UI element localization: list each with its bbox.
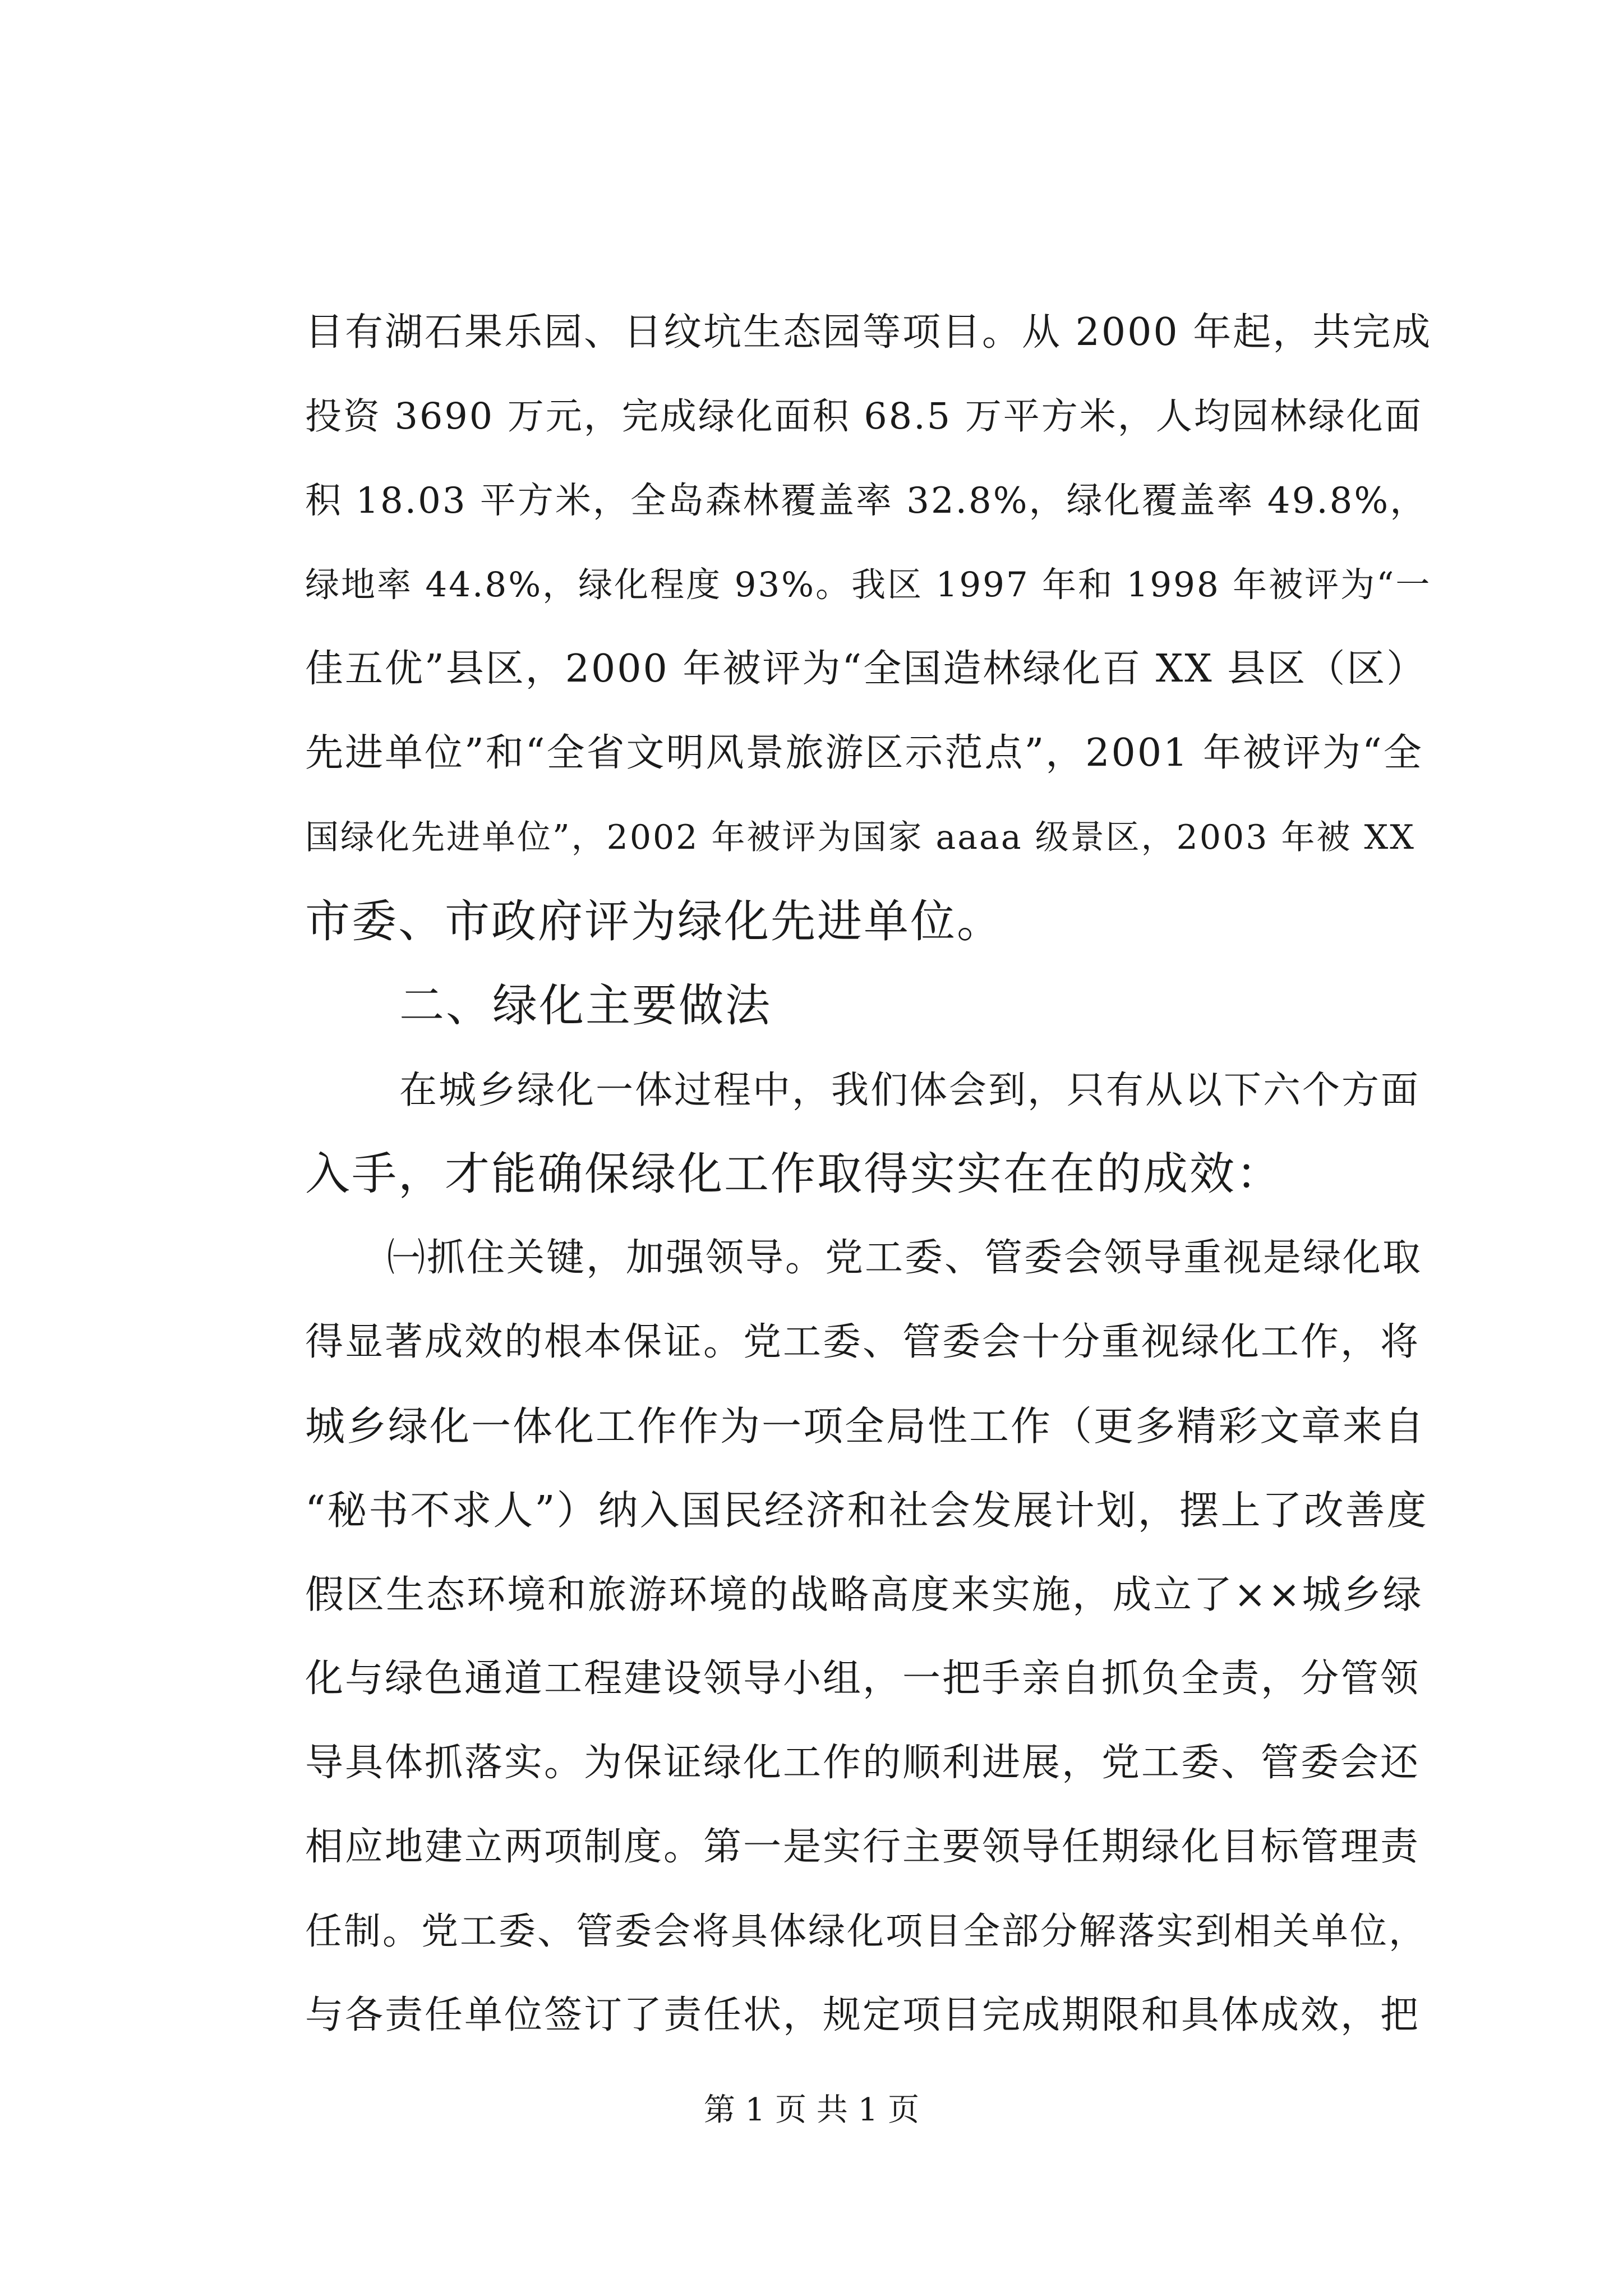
text-line-7: 国绿化先进单位”，2002 年被评为国家 aaaa 级景区，2003 年被 XX xyxy=(305,818,1415,857)
page-footer: 第 1 页 共 1 页 xyxy=(703,2092,920,2128)
text-line-8: 市委、市政府评为绿化先进单位。 xyxy=(305,895,1003,947)
text-line-13: 得显著成效的根本保证。党工委、管委会十分重视绿化工作，将 xyxy=(305,1320,1421,1364)
text-line-21: 与各责任单位签订了责任状，规定项目完成期限和具体成效，把 xyxy=(305,1993,1421,2037)
text-line-14: 城乡绿化一体化工作作为一项全局性工作（更多精彩文章来自 xyxy=(305,1403,1426,1450)
section-heading: 二、绿化主要做法 xyxy=(399,979,772,1032)
text-line-15: “秘书不求人”）纳入国民经济和社会发展计划，摆上了改善度 xyxy=(305,1487,1428,1534)
text-line-5: 佳五优”县区，2000 年被评为“全国造林绿化百 XX 县区（区） xyxy=(305,647,1427,691)
text-line-18: 导具体抓落实。为保证绿化工作的顺利进展，党工委、管委会还 xyxy=(305,1741,1421,1785)
text-line-17: 化与绿色通道工程建设领导小组，一把手亲自抓负全责，分管领 xyxy=(305,1657,1421,1701)
text-line-6: 先进单位”和“全省文明风景旅游区示范点”，2001 年被评为“全 xyxy=(305,731,1423,775)
text-line-10: 在城乡绿化一体过程中，我们体会到，只有从以下六个方面 xyxy=(399,1068,1420,1112)
text-line-12: ㈠抓住关键，加强领导。党工委、管委会领导重视是绿化取 xyxy=(387,1236,1423,1280)
text-line-19: 相应地建立两项制度。第一是实行主要领导任期绿化目标管理责 xyxy=(305,1825,1421,1869)
text-line-11: 入手，才能确保绿化工作取得实实在在的成效： xyxy=(305,1148,1283,1200)
text-line-16: 假区生态环境和旅游环境的战略高度来实施，成立了××城乡绿 xyxy=(305,1572,1423,1617)
text-line-1: 目有湖石果乐园、日纹坑生态园等项目。从 2000 年起，共完成 xyxy=(305,310,1432,355)
text-line-20: 任制。党工委、管委会将具体绿化项目全部分解落实到相关单位， xyxy=(305,1910,1427,1953)
text-line-3: 积 18.03 平方米，全岛森林覆盖率 32.8%，绿化覆盖率 49.8%， xyxy=(305,480,1428,522)
text-line-2: 投资 3690 万元，完成绿化面积 68.5 万平方米，人均园林绿化面 xyxy=(305,395,1423,438)
text-line-4: 绿地率 44.8%，绿化程度 93%。我区 1997 年和 1998 年被评为“一 xyxy=(305,565,1432,605)
